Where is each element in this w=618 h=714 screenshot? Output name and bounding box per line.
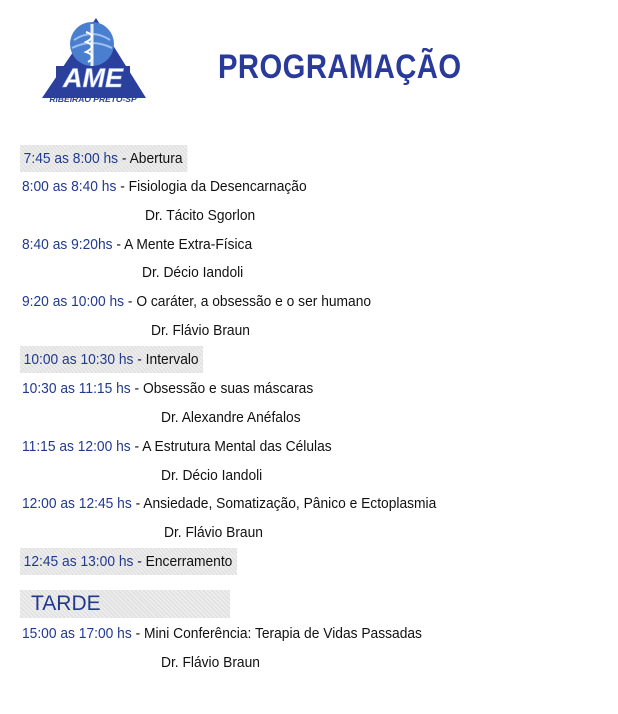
schedule-time: 10:30 as 11:15 hs [22, 380, 131, 397]
separator: - [120, 178, 125, 195]
schedule-topic: Ansiedade, Somatização, Pânico e Ectoplasmia [143, 495, 437, 512]
schedule-topic: O caráter, a obsessão e o ser humano [136, 293, 372, 310]
schedule-item [22, 375, 313, 402]
schedule-topic: Intervalo [145, 351, 199, 368]
schedule-time: 8:40 as 9:20hs [22, 236, 113, 253]
schedule-time: 9:20 as 10:00 hs [22, 293, 125, 310]
schedule-time: 12:45 as 13:00 hs [23, 553, 134, 570]
schedule-speaker: Dr. Alexandre Anéfalos [161, 409, 301, 426]
separator: - [135, 495, 141, 512]
separator: - [127, 293, 133, 310]
schedule-item [20, 145, 187, 172]
schedule-item [22, 490, 436, 517]
separator: - [134, 380, 140, 397]
schedule-speaker: Dr. Décio Iandoli [161, 467, 263, 484]
schedule-topic: Obsessão e suas máscaras [142, 380, 314, 397]
schedule-topic: A Mente Extra-Física [124, 236, 253, 253]
schedule-time: 11:15 as 12:00 hs [22, 438, 131, 455]
schedule-topic: Fisiologia da Desencarnação [128, 178, 307, 195]
schedule-topic: Mini Conferência: Terapia de Vidas Passadas [144, 625, 422, 642]
schedule-item [20, 346, 203, 373]
schedule-time: 10:00 as 10:30 hs [23, 351, 134, 368]
schedule-topic: Abertura [129, 150, 183, 167]
schedule-speaker: Dr. Flávio Braun [151, 322, 250, 339]
schedule-item [22, 433, 332, 460]
schedule-topic: A Estrutura Mental das Células [142, 438, 332, 455]
schedule-time: 8:00 as 8:40 hs [22, 178, 117, 195]
schedule-time: 15:00 as 17:00 hs [22, 625, 132, 642]
logo-subtext: RIBEIRÃO PRETO-SP [49, 94, 137, 104]
separator: - [137, 553, 142, 570]
separator: - [116, 236, 121, 253]
schedule-speaker: Dr. Flávio Braun [164, 524, 263, 541]
separator: - [137, 351, 142, 368]
separator: - [134, 438, 140, 455]
schedule-item [22, 288, 371, 315]
schedule-speaker: Dr. Flávio Braun [161, 654, 260, 671]
separator: - [121, 150, 127, 167]
ame-logo [30, 14, 150, 106]
schedule-speaker: Dr. Décio Iandoli [142, 264, 244, 281]
schedule-item [22, 231, 252, 258]
schedule-topic: Encerramento [145, 553, 233, 570]
page-title: PROGRAMAÇÃO [218, 48, 462, 86]
schedule-item [20, 548, 237, 575]
separator: - [135, 625, 141, 642]
schedule-item [22, 620, 422, 647]
schedule-time: 12:00 as 12:45 hs [22, 495, 132, 512]
schedule-item [22, 173, 307, 200]
schedule-speaker: Dr. Tácito Sgorlon [145, 207, 256, 224]
section-heading-tarde: TARDE [20, 590, 230, 618]
logo-text: AME [63, 63, 123, 93]
schedule-time: 7:45 as 8:00 hs [23, 150, 119, 167]
